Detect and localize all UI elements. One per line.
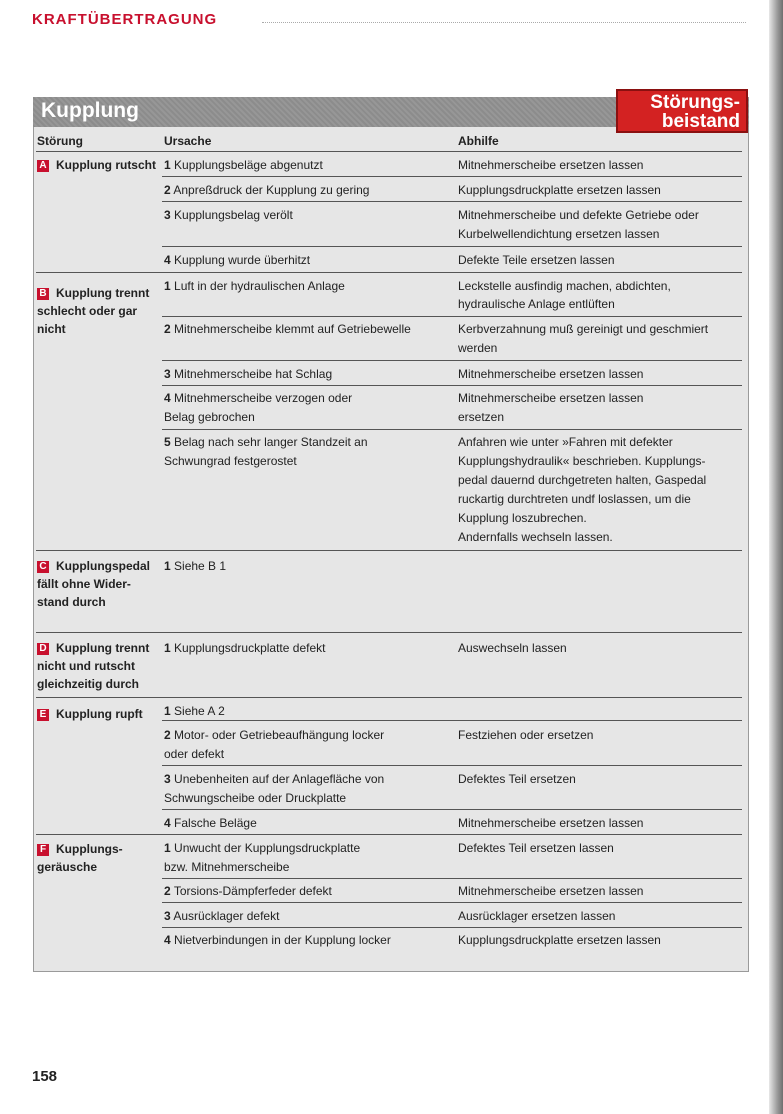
row-rule [162, 360, 742, 361]
remedy-a1: Mitnehmerscheibe ersetzen lassen [458, 158, 644, 172]
remedy-b5-line6: Andernfalls wechseln lassen. [458, 530, 613, 544]
row-rule [162, 201, 742, 202]
chapter-title: KRAFTÜBERTRAGUNG [32, 11, 218, 28]
row-rule [162, 765, 742, 766]
cause-a2: 2 Anpreßdruck der Kupplung zu gering [164, 183, 370, 197]
cause-f1-line1: 1 Unwucht der Kupplungsdruckplatte [164, 841, 361, 855]
fault-d-label: D Kupplung trennt nicht und rutscht gleichzeitig durch [37, 641, 150, 691]
cause-d1: 1 Kupplungsdruckplatte defekt [164, 641, 326, 655]
cause-e1: 1 Siehe A 2 [164, 704, 225, 718]
cause-f3: 3 Ausrücklager defekt [164, 909, 280, 923]
troubleshooting-badge [616, 89, 748, 133]
fault-a-label: A Kupplung rutscht [37, 156, 156, 174]
remedy-e3: Defektes Teil ersetzen [458, 772, 576, 786]
cause-a3: 3 Kupplungsbelag verölt [164, 208, 293, 222]
fault-c-letter: C [37, 561, 49, 573]
fault-c-label: C Kupplungspedal fällt ohne Wider- stand durch [37, 559, 150, 609]
section-title: Kupplung [41, 99, 139, 122]
remedy-a4: Defekte Teile ersetzen lassen [458, 253, 615, 267]
fault-e-letter: E [37, 709, 49, 721]
remedy-a3-line1: Mitnehmerscheibe und defekte Getriebe oder [458, 208, 699, 222]
row-rule [162, 246, 742, 247]
row-rule [162, 927, 742, 928]
remedy-b1-line2: hydraulische Anlage entlüften [458, 297, 615, 311]
column-header-remedy: Abhilfe [458, 134, 499, 148]
fault-a-letter: A [37, 160, 49, 172]
page-edge-shadow [769, 0, 783, 1114]
group-rule [36, 834, 742, 835]
group-rule [36, 550, 742, 551]
cause-c1: 1 Siehe B 1 [164, 559, 227, 573]
fault-b-letter: B [37, 288, 49, 300]
fault-b-label: B Kupplung trennt schlecht oder gar nicht [37, 286, 150, 336]
remedy-b5-line3: pedal dauernd durchgetreten halten, Gaspedal [458, 473, 707, 487]
remedy-a3-line2: Kurbelwellendichtung ersetzen lassen [458, 227, 660, 241]
cause-a1: 1 Kupplungsbeläge abgenutzt [164, 158, 323, 172]
group-rule [36, 272, 742, 273]
remedy-b4-line2: ersetzen [458, 410, 505, 424]
badge-line-2: beistand [661, 111, 740, 132]
row-rule [162, 176, 742, 177]
row-rule [162, 429, 742, 430]
cause-b5-line1: 5 Belag nach sehr langer Standzeit an [164, 435, 368, 449]
remedy-b5-line4: ruckartig durchtreten undf loslassen, um die [458, 492, 691, 506]
cause-b1: 1 Luft in der hydraulischen Anlage [164, 279, 345, 293]
row-rule [162, 385, 742, 386]
page-number: 158 [32, 1068, 58, 1085]
remedy-b2-line2: werden [458, 341, 498, 355]
column-header-fault: Störung [37, 134, 83, 148]
row-rule [162, 902, 742, 903]
remedy-f3: Ausrücklager ersetzen lassen [458, 909, 616, 923]
fault-d-letter: D [37, 643, 49, 655]
group-rule [36, 632, 742, 633]
cause-e2-line2: oder defekt [164, 747, 225, 761]
row-rule [162, 809, 742, 810]
cause-b4-line2: Belag gebrochen [164, 410, 255, 424]
remedy-e4: Mitnehmerscheibe ersetzen lassen [458, 816, 644, 830]
cause-b2: 2 Mitnehmerscheibe klemmt auf Getriebewelle [164, 322, 411, 336]
remedy-f1: Defektes Teil ersetzen lassen [458, 841, 614, 855]
cause-b4-line1: 4 Mitnehmerscheibe verzogen oder [164, 391, 353, 405]
remedy-b5-line5: Kupplung loszubrechen. [458, 511, 587, 525]
cause-b3: 3 Mitnehmerscheibe hat Schlag [164, 367, 333, 381]
row-rule [162, 720, 742, 721]
remedy-f2: Mitnehmerscheibe ersetzen lassen [458, 884, 644, 898]
chapter-rule [262, 22, 746, 23]
cause-b5-line2: Schwungrad festgerostet [164, 454, 297, 468]
badge-line-1: Störungs- [650, 92, 740, 113]
fault-f-letter: F [37, 844, 49, 856]
row-rule [162, 878, 742, 879]
remedy-e2: Festziehen oder ersetzen [458, 728, 594, 742]
cause-e4: 4 Falsche Beläge [164, 816, 257, 830]
remedy-f4: Kupplungsdruckplatte ersetzen lassen [458, 933, 661, 947]
row-rule [162, 316, 742, 317]
remedy-b5-line1: Anfahren wie unter »Fahren mit defekter [458, 435, 673, 449]
fault-e-label: E Kupplung rupft [37, 705, 143, 723]
cause-f1-line2: bzw. Mitnehmerscheibe [164, 860, 290, 874]
cause-f2: 2 Torsions-Dämpferfeder defekt [164, 884, 332, 898]
cause-f4: 4 Nietverbindungen in der Kupplung locker [164, 933, 391, 947]
header-rule [36, 151, 742, 152]
remedy-d1: Auswechseln lassen [458, 641, 567, 655]
remedy-b4-line1: Mitnehmerscheibe ersetzen lassen [458, 391, 644, 405]
fault-f-label: F Kupplungs- geräusche [37, 842, 123, 874]
remedy-b2-line1: Kerbverzahnung muß gereinigt und geschmiert [458, 322, 709, 336]
cause-e3-line2: Schwungscheibe oder Druckplatte [164, 791, 347, 805]
remedy-b3: Mitnehmerscheibe ersetzen lassen [458, 367, 644, 381]
remedy-b5-line2: Kupplungshydraulik« beschrieben. Kupplungs- [458, 454, 706, 468]
cause-e3-line1: 3 Unebenheiten auf der Anlagefläche von [164, 772, 385, 786]
group-rule [36, 697, 742, 698]
cause-a4: 4 Kupplung wurde überhitzt [164, 253, 311, 267]
remedy-b1-line1: Leckstelle ausfindig machen, abdichten, [458, 279, 671, 293]
remedy-a2: Kupplungsdruckplatte ersetzen lassen [458, 183, 661, 197]
cause-e2-line1: 2 Motor- oder Getriebeaufhängung locker [164, 728, 385, 742]
column-header-cause: Ursache [164, 134, 212, 148]
